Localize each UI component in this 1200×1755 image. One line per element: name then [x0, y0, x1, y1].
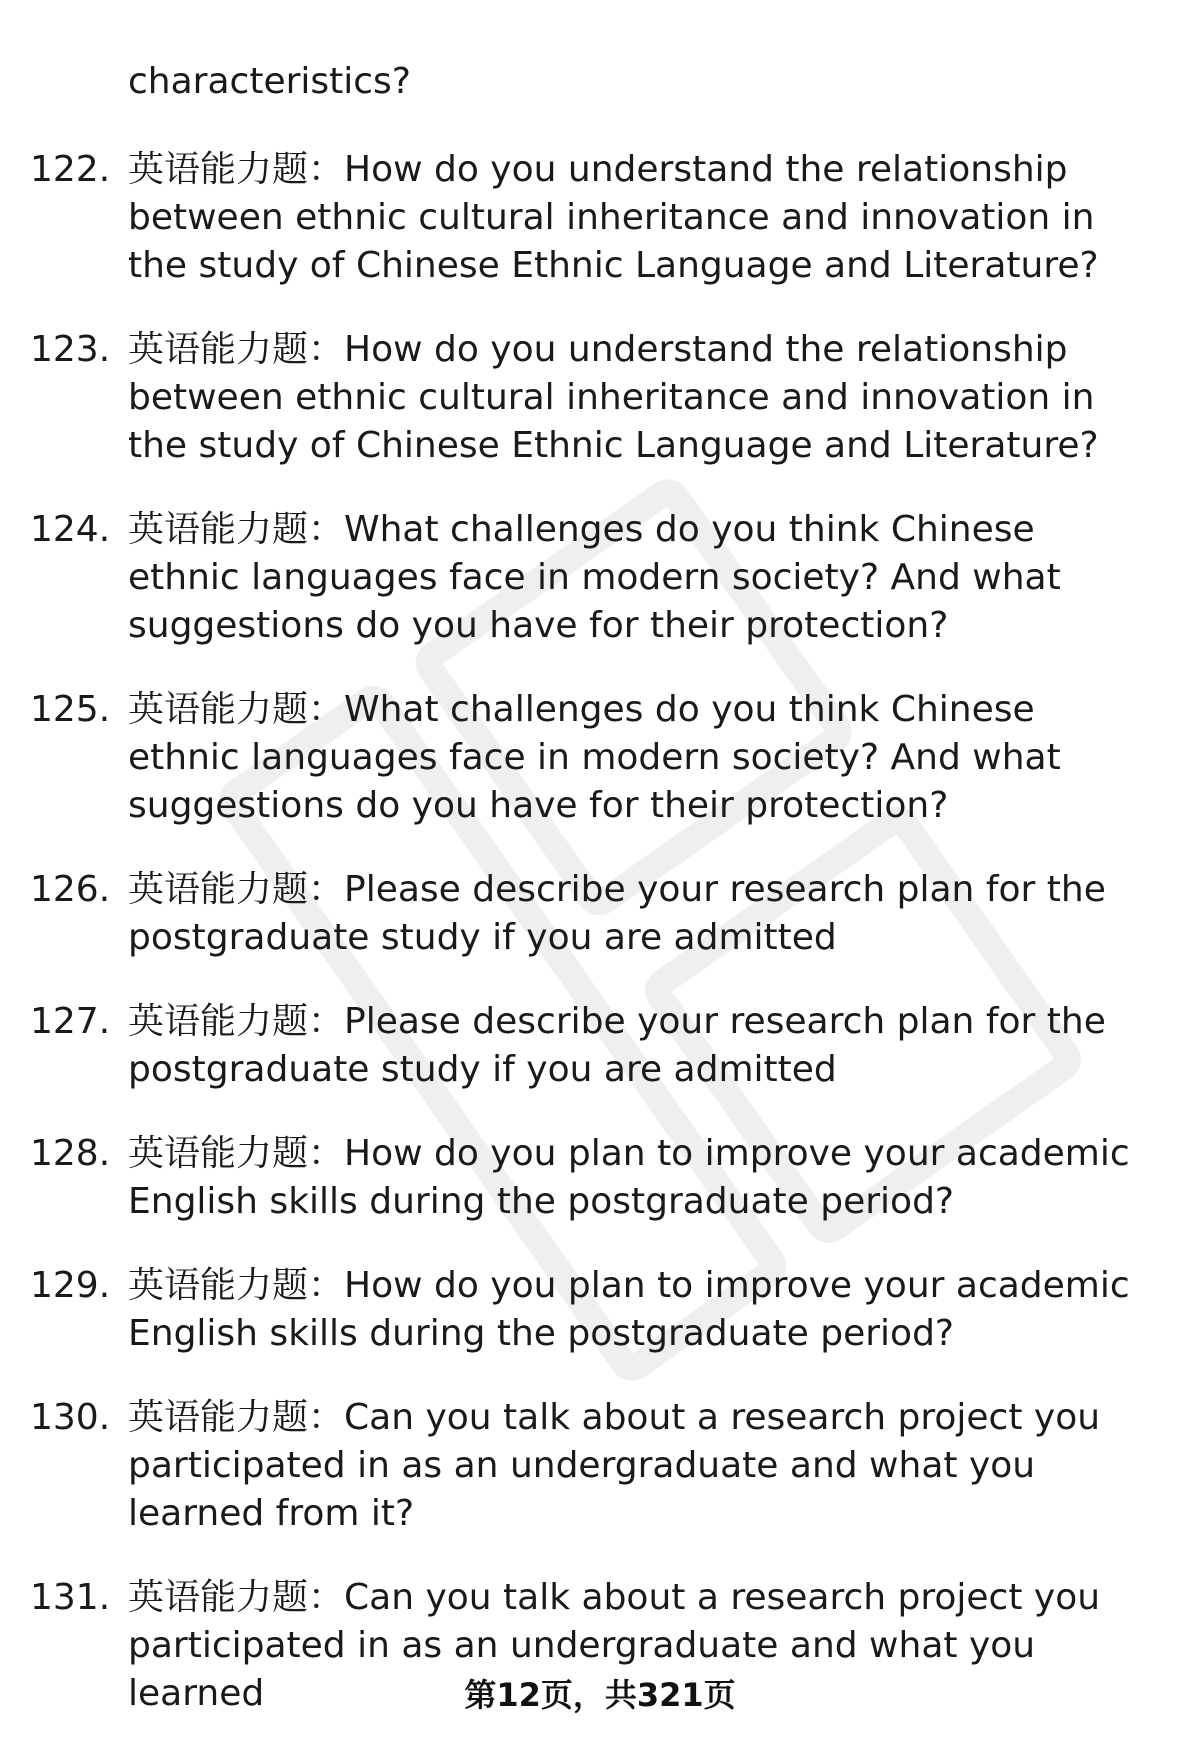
question-item — [0, 998, 1200, 1094]
question-item — [0, 1262, 1200, 1358]
question-number: 128. — [30, 1133, 111, 1174]
question-item — [0, 1130, 1200, 1226]
question-number: 125. — [30, 689, 111, 730]
question-text: 英语能力题：What challenges do you think Chinese ethnic languages face in modern society? And what suggestions do you have for their protection? — [128, 689, 1061, 826]
question-item — [0, 506, 1200, 650]
question-item — [0, 866, 1200, 962]
question-list — [0, 146, 1200, 1754]
page-footer: 第12页，共321页 — [464, 1676, 736, 1714]
question-text: 英语能力题：How do you understand the relationship between ethnic cultural inheritance and innovation in the study of Chinese Ethnic Language and Literature? — [128, 149, 1099, 286]
question-number: 127. — [30, 1001, 111, 1042]
question-number: 123. — [30, 329, 111, 370]
question-item — [0, 1394, 1200, 1538]
question-text: 英语能力题：How do you plan to improve your academic English skills during the postgraduate period? — [128, 1265, 1130, 1354]
question-item — [0, 326, 1200, 470]
question-text: 英语能力题：Can you talk about a research project you participated in as an undergraduate and what you learned from it? — [128, 1397, 1101, 1534]
question-text: 英语能力题：Can you talk about a research project you participated in as an undergraduate and what you learned — [128, 1577, 1101, 1714]
question-number: 122. — [30, 149, 111, 190]
question-number: 131. — [30, 1577, 111, 1618]
question-text: 英语能力题：How do you plan to improve your academic English skills during the postgraduate period? — [128, 1133, 1130, 1222]
question-number: 130. — [30, 1397, 111, 1438]
question-text: 英语能力题：Please describe your research plan for the postgraduate study if you are admitted — [128, 869, 1106, 958]
question-text: 英语能力题：What challenges do you think Chinese ethnic languages face in modern society? And what suggestions do you have for their protection? — [128, 509, 1061, 646]
question-number: 129. — [30, 1265, 111, 1306]
question-number: 126. — [30, 869, 111, 910]
question-item — [0, 686, 1200, 830]
question-text: 英语能力题：Please describe your research plan for the postgraduate study if you are admitted — [128, 1001, 1106, 1090]
continuation-text: characteristics? — [128, 61, 411, 102]
question-text: 英语能力题：How do you understand the relationship between ethnic cultural inheritance and innovation in the study of Chinese Ethnic Language and Literature? — [128, 329, 1099, 466]
question-item — [0, 146, 1200, 290]
question-number: 124. — [30, 509, 111, 550]
